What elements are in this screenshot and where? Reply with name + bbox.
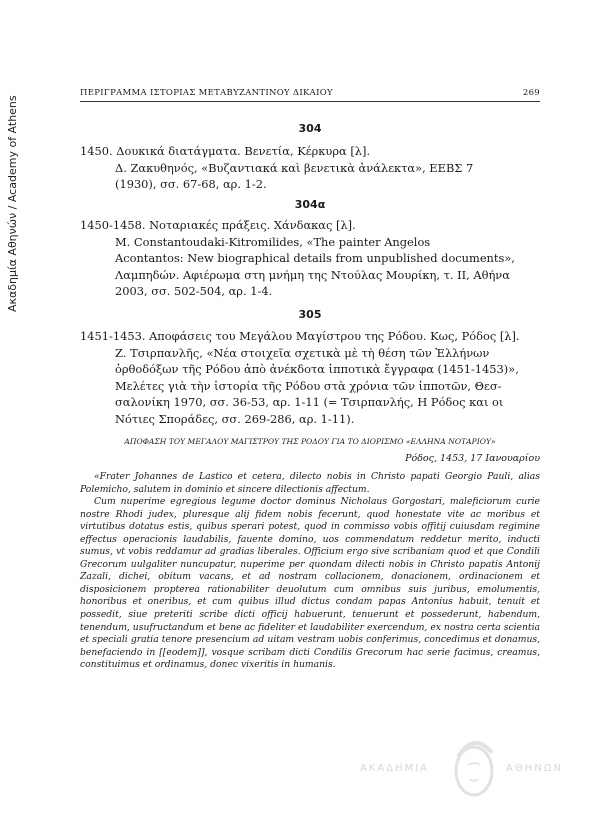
entry-line: σαλονίκη 1970, σσ. 36-53, αρ. 1-11 (= Τσιρπανλής, Η Ρόδος και οι bbox=[115, 395, 504, 409]
latin-transcription bbox=[80, 471, 540, 672]
side-label-text: Ακαδημία Αθηνών / Academy of Athens bbox=[6, 95, 19, 312]
entry-305 bbox=[80, 328, 540, 427]
entry-line: Δ. Ζακυθηνός, «Βυζαντιακά καὶ βενετικὰ ἀνάλεκτα», ΕΕΒΣ 7 bbox=[115, 160, 474, 175]
entry-line: Acontantos: New biographical details from unpublished documents», bbox=[115, 251, 515, 265]
entry-304a bbox=[80, 217, 540, 300]
section-number-305: 305 bbox=[298, 308, 322, 321]
entry-line: Νότιες Σποράδες, σσ. 269-286, αρ. 1-11). bbox=[115, 411, 355, 426]
athena-head-icon bbox=[448, 735, 500, 801]
entry-line: 1451-1453. Αποφάσεις του Μεγάλου Μαγίστρου της Ρόδου. Κως, Ρόδος [λ]. bbox=[80, 329, 520, 343]
entry-line: 2003, σσ. 502-504, αρ. 1-4. bbox=[115, 284, 273, 298]
entry-line: 1450. Δουκικά διατάγματα. Βενετία, Κέρκυρα [λ]. bbox=[80, 144, 371, 158]
running-header bbox=[80, 88, 540, 102]
page-number: 269 bbox=[522, 88, 540, 98]
watermark-left-text: ΑΚΑΔΗΜΙΑ bbox=[360, 763, 430, 774]
section-number-304a: 304α bbox=[294, 198, 326, 211]
academy-watermark bbox=[360, 735, 570, 805]
section-number-304: 304 bbox=[298, 122, 322, 135]
entry-line: Ζ. Τσιρπανλῆς, «Νέα στοιχεῖα σχετικὰ μὲ τὴ θέση τῶν Ἑλλήνων bbox=[115, 345, 490, 360]
entry-line: M. Constantoudaki-Kitromilides, «The painter Angelos bbox=[115, 234, 431, 249]
entry-line: (1930), σσ. 67-68, αρ. 1-2. bbox=[115, 177, 267, 191]
entry-304 bbox=[80, 143, 540, 193]
entry-line: ὀρθοδόξων τῆς Ρόδου ἀπὸ ἀνέκδοτα ἱπποτικὰ ἔγγραφα (1451-1453)», bbox=[115, 362, 519, 376]
document-title: ΑΠΟΦΑΣΗ ΤΟΥ ΜΕΓΑΛΟΥ ΜΑΓΙΣΤΡΟΥ ΤΗΣ ΡΟΔΟΥ ΓΙΑ ΤΟ ΔΙΟΡΙΣΜΟ «ΕΛΛΗΝΑ ΝΟΤΑΡΙΟΥ» bbox=[124, 437, 496, 446]
latin-paragraph: Cum nuperime egregious legume doctor dominus Nicholaus Gorgostari, maleficiorum curie nostre Rhodi judex, pluresque alij fidem nobis fecerunt, quod honestate vite ac moribus et virtutibus dotatus estis, quibus sperari potest, quod in commisso vobis offitij cuiusdam regimine effectus operacionis laudabilis, fauente domino, uos commendatum reddetur merito, inducti sumus, vt vobis reddamur ad gradias liberales. Officium ergo sive scribaniam quod et que Condili Grecorum uulgaliter nuncupatur, nuperime per quondam dilecti nobis in Christo papatis Antonij Zazali, dichei, obitum vacans, et ad nostram collacionem, donacionem, ordinacionem et disposicionem propterea rationabiliter deuolutum cum omnibus suis juribus, emolumentis, honoribus et oneribus, et cum quibus illud dictus condam papas Antonius habuit, tenuit et possedit, siue preteriti scribe dicti officij habuerunt, tenuerunt et possederunt, habendum, tenendum, usufructandum et bene ac fideliter et laudabiliter exercendum, ex nostra certa scientia et speciali gratia tenore presencium ad uitam vestram uobis conferimus, concedimus et donamus, benefaciendo in [[eodem]], vosque scribam dicti Condilis Grecorum hac serie facimus, creamus, constituimus et ordinamus, donec vixeritis in humanis. bbox=[80, 496, 540, 671]
running-title: ΠΕΡΙΓΡΑΜΜΑ ΙΣΤΟΡΙΑΣ ΜΕΤΑΒΥΖΑΝΤΙΝΟΥ ΔΙΚΑΙΟΥ bbox=[80, 88, 333, 98]
entry-line: Λαμπηδών. Αφιέρωμα στη μνήμη της Ντούλας Μουρίκη, τ. ΙΙ, Αθήνα bbox=[115, 267, 510, 282]
watermark-right-text: ΑΘΗΝΩΝ bbox=[506, 763, 563, 774]
entry-line: Μελέτες γιὰ τὴν ἱστορία τῆς Ρόδου στὰ χρόνια τῶν ἱπποτῶν, Θεσ- bbox=[115, 378, 502, 393]
archive-side-label bbox=[6, 62, 20, 312]
document-place-date: Ρόδος, 1453, 17 Ιανουαρίου bbox=[405, 453, 540, 464]
latin-paragraph: «Frater Johannes de Lastico et cetera, dilecto nobis in Christo papati Georgio Pauli, alias Polemicho, salutem in dominio et sincere dilectionis affectum. bbox=[80, 471, 540, 495]
entry-line: 1450-1458. Νοταριακές πράξεις. Χάνδακας [λ]. bbox=[80, 218, 356, 232]
